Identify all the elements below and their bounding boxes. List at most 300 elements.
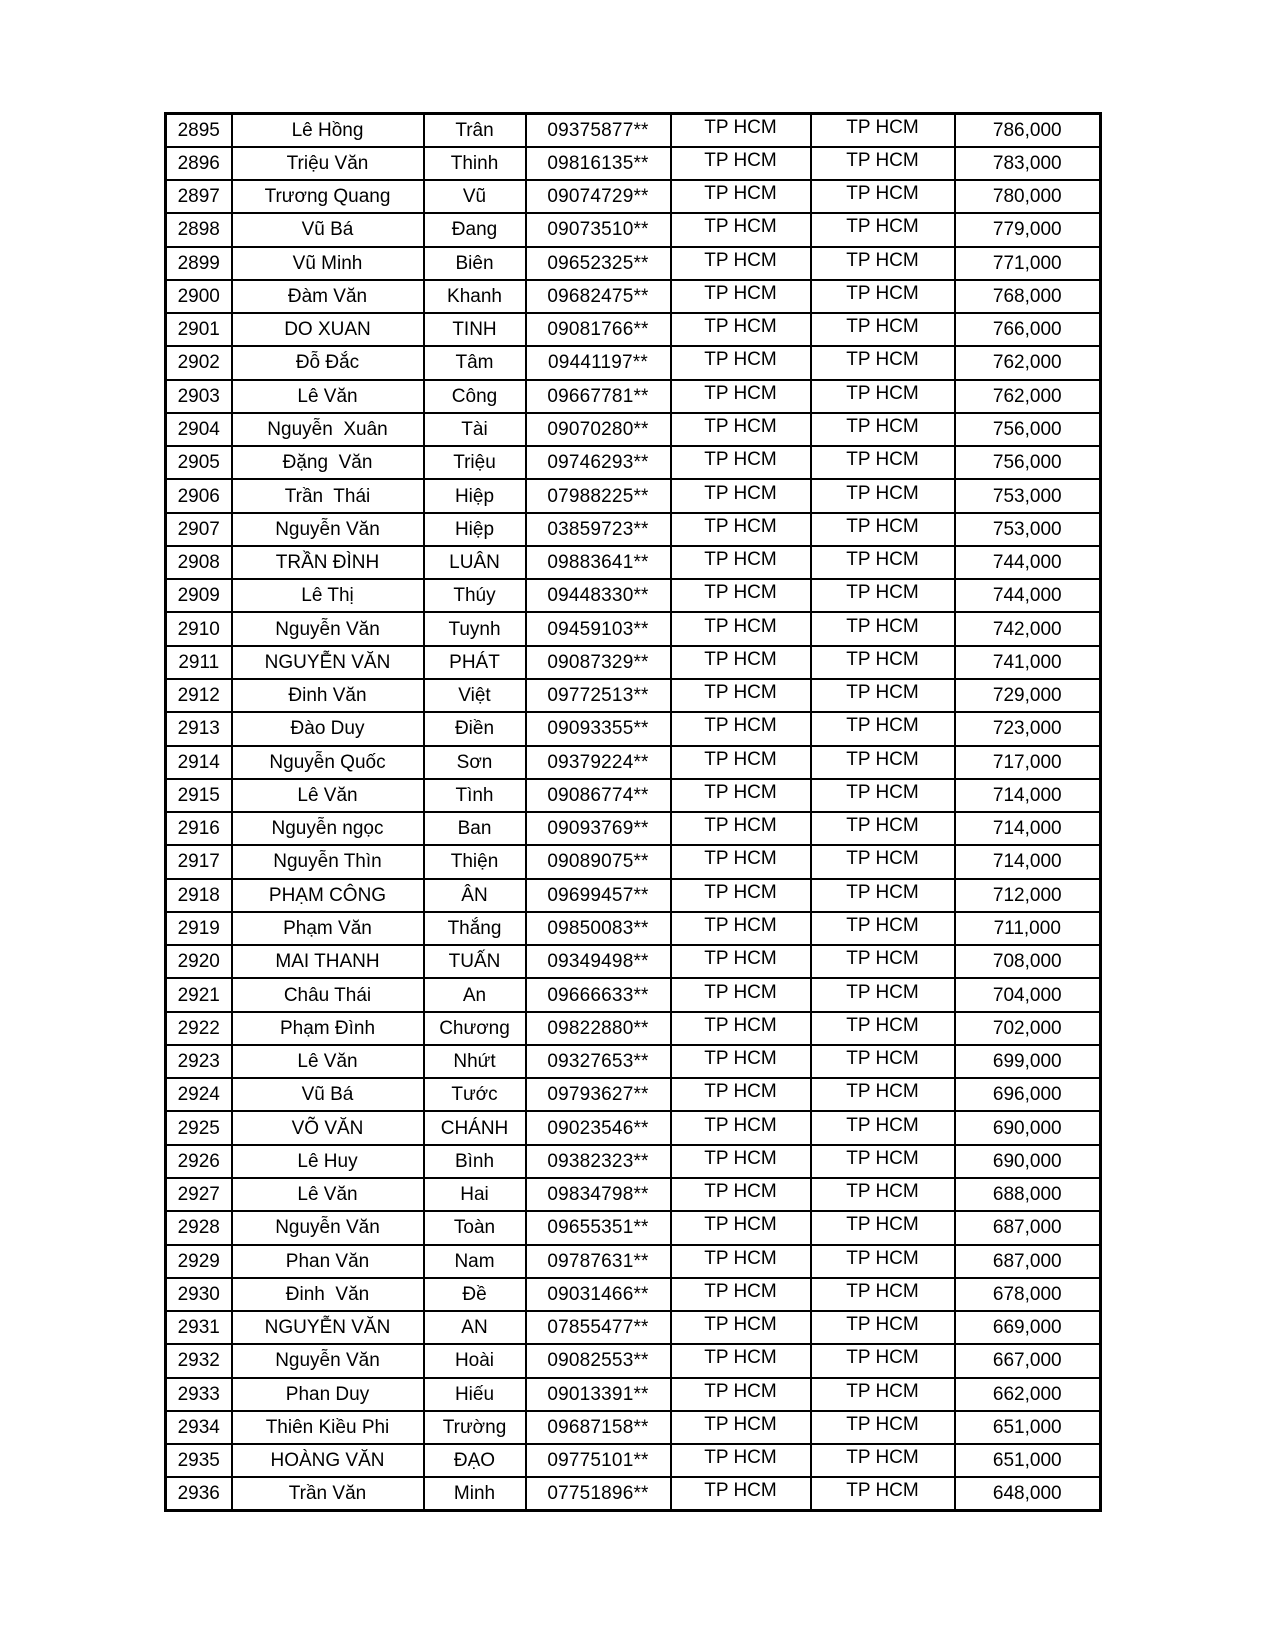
cell-first-name: NGUYỄN VĂN: [232, 646, 424, 679]
cell-first-name: Trần Văn: [232, 1477, 424, 1510]
cell-city-1: TP HCM: [671, 346, 811, 379]
cell-phone-number: 09459103**: [526, 612, 671, 645]
cell-last-name: ÂN: [424, 879, 526, 912]
cell-phone-number: 09667781**: [526, 380, 671, 413]
cell-city-1: TP HCM: [671, 1311, 811, 1344]
cell-last-name: Tài: [424, 413, 526, 446]
cell-phone-number: 09081766**: [526, 313, 671, 346]
table-row: [166, 646, 1101, 679]
cell-phone-number: 09089075**: [526, 845, 671, 878]
cell-phone-number: 09013391**: [526, 1378, 671, 1411]
cell-city-1: TP HCM: [671, 1012, 811, 1045]
cell-amount: 651,000: [955, 1411, 1101, 1444]
cell-city-1: TP HCM: [671, 147, 811, 180]
cell-row-number: 2897: [166, 180, 232, 213]
cell-last-name: CHÁNH: [424, 1111, 526, 1144]
cell-amount: 762,000: [955, 346, 1101, 379]
cell-amount: 768,000: [955, 280, 1101, 313]
cell-last-name: Toàn: [424, 1211, 526, 1244]
cell-city-2: TP HCM: [811, 1178, 955, 1211]
cell-phone-number: 09349498**: [526, 945, 671, 978]
cell-amount: 699,000: [955, 1045, 1101, 1078]
cell-row-number: 2936: [166, 1477, 232, 1510]
cell-city-1: TP HCM: [671, 978, 811, 1011]
cell-amount: 756,000: [955, 413, 1101, 446]
table-row: [166, 712, 1101, 745]
cell-city-2: TP HCM: [811, 413, 955, 446]
table-row: [166, 513, 1101, 546]
table-row: [166, 845, 1101, 878]
cell-last-name: Hai: [424, 1178, 526, 1211]
cell-phone-number: 09023546**: [526, 1111, 671, 1144]
cell-row-number: 2912: [166, 679, 232, 712]
cell-row-number: 2932: [166, 1344, 232, 1377]
cell-first-name: Thiên Kiều Phi: [232, 1411, 424, 1444]
cell-row-number: 2913: [166, 712, 232, 745]
cell-last-name: Hiếu: [424, 1378, 526, 1411]
table-row: [166, 1211, 1101, 1244]
cell-city-2: TP HCM: [811, 1045, 955, 1078]
cell-city-1: TP HCM: [671, 1111, 811, 1144]
cell-phone-number: 09070280**: [526, 413, 671, 446]
cell-last-name: Hiệp: [424, 513, 526, 546]
cell-phone-number: 09699457**: [526, 879, 671, 912]
cell-amount: 744,000: [955, 546, 1101, 579]
cell-first-name: Nguyễn Thìn: [232, 845, 424, 878]
cell-last-name: Nhứt: [424, 1045, 526, 1078]
cell-phone-number: 09652325**: [526, 247, 671, 280]
cell-first-name: Vũ Bá: [232, 213, 424, 246]
cell-amount: 662,000: [955, 1378, 1101, 1411]
cell-city-1: TP HCM: [671, 479, 811, 512]
cell-phone-number: 09787631**: [526, 1245, 671, 1278]
cell-first-name: Đinh Văn: [232, 1278, 424, 1311]
cell-first-name: VÕ VĂN: [232, 1111, 424, 1144]
table-row: [166, 1378, 1101, 1411]
cell-city-1: TP HCM: [671, 1278, 811, 1311]
table-row: [166, 612, 1101, 645]
cell-phone-number: 09883641**: [526, 546, 671, 579]
cell-city-1: TP HCM: [671, 845, 811, 878]
cell-city-2: TP HCM: [811, 746, 955, 779]
cell-phone-number: 07988225**: [526, 479, 671, 512]
cell-first-name: Đặng Văn: [232, 446, 424, 479]
cell-last-name: Thinh: [424, 147, 526, 180]
cell-row-number: 2921: [166, 978, 232, 1011]
cell-phone-number: 09816135**: [526, 147, 671, 180]
cell-phone-number: 09082553**: [526, 1344, 671, 1377]
cell-city-2: TP HCM: [811, 346, 955, 379]
cell-row-number: 2917: [166, 845, 232, 878]
cell-city-1: TP HCM: [671, 945, 811, 978]
table-row: [166, 1111, 1101, 1144]
cell-city-1: TP HCM: [671, 247, 811, 280]
cell-phone-number: 09822880**: [526, 1012, 671, 1045]
cell-city-2: TP HCM: [811, 380, 955, 413]
cell-row-number: 2928: [166, 1211, 232, 1244]
table-row: [166, 945, 1101, 978]
table-row: [166, 579, 1101, 612]
cell-phone-number: 09031466**: [526, 1278, 671, 1311]
cell-row-number: 2925: [166, 1111, 232, 1144]
table-row: [166, 213, 1101, 246]
cell-city-2: TP HCM: [811, 1145, 955, 1178]
cell-city-1: TP HCM: [671, 646, 811, 679]
cell-city-2: TP HCM: [811, 280, 955, 313]
cell-first-name: MAI THANH: [232, 945, 424, 978]
cell-last-name: Triệu: [424, 446, 526, 479]
cell-first-name: Đào Duy: [232, 712, 424, 745]
cell-first-name: Đàm Văn: [232, 280, 424, 313]
cell-last-name: PHÁT: [424, 646, 526, 679]
cell-city-1: TP HCM: [671, 546, 811, 579]
cell-phone-number: 09086774**: [526, 779, 671, 812]
cell-phone-number: 09375877**: [526, 114, 671, 147]
cell-last-name: Thiện: [424, 845, 526, 878]
cell-phone-number: 09687158**: [526, 1411, 671, 1444]
cell-city-1: TP HCM: [671, 380, 811, 413]
cell-city-2: TP HCM: [811, 546, 955, 579]
cell-city-2: TP HCM: [811, 712, 955, 745]
cell-amount: 648,000: [955, 1477, 1101, 1510]
cell-phone-number: 03859723**: [526, 513, 671, 546]
cell-amount: 687,000: [955, 1211, 1101, 1244]
table-row: [166, 746, 1101, 779]
cell-first-name: Trần Thái: [232, 479, 424, 512]
cell-row-number: 2923: [166, 1045, 232, 1078]
cell-city-1: TP HCM: [671, 1145, 811, 1178]
cell-city-1: TP HCM: [671, 912, 811, 945]
cell-phone-number: 09074729**: [526, 180, 671, 213]
table-row: [166, 812, 1101, 845]
table-row: [166, 1311, 1101, 1344]
cell-amount: 783,000: [955, 147, 1101, 180]
cell-phone-number: 09441197**: [526, 346, 671, 379]
cell-city-1: TP HCM: [671, 313, 811, 346]
cell-phone-number: 09379224**: [526, 746, 671, 779]
cell-last-name: Vũ: [424, 180, 526, 213]
cell-phone-number: 09093355**: [526, 712, 671, 745]
cell-city-1: TP HCM: [671, 1344, 811, 1377]
cell-first-name: Phạm Văn: [232, 912, 424, 945]
cell-row-number: 2924: [166, 1078, 232, 1111]
cell-row-number: 2904: [166, 413, 232, 446]
table-row: [166, 1344, 1101, 1377]
cell-last-name: Khanh: [424, 280, 526, 313]
cell-row-number: 2901: [166, 313, 232, 346]
table-row: [166, 147, 1101, 180]
cell-phone-number: 09448330**: [526, 579, 671, 612]
cell-row-number: 2903: [166, 380, 232, 413]
cell-city-2: TP HCM: [811, 1411, 955, 1444]
cell-city-2: TP HCM: [811, 1444, 955, 1477]
cell-row-number: 2906: [166, 479, 232, 512]
cell-amount: 786,000: [955, 114, 1101, 147]
cell-city-2: TP HCM: [811, 1012, 955, 1045]
cell-last-name: TINH: [424, 313, 526, 346]
table-row: [166, 1178, 1101, 1211]
table-row: [166, 1145, 1101, 1178]
table-row: [166, 247, 1101, 280]
cell-row-number: 2918: [166, 879, 232, 912]
cell-city-1: TP HCM: [671, 213, 811, 246]
cell-first-name: Vũ Bá: [232, 1078, 424, 1111]
cell-row-number: 2934: [166, 1411, 232, 1444]
cell-first-name: Nguyễn Xuân: [232, 413, 424, 446]
cell-amount: 711,000: [955, 912, 1101, 945]
cell-amount: 712,000: [955, 879, 1101, 912]
cell-city-2: TP HCM: [811, 779, 955, 812]
table-row: [166, 912, 1101, 945]
cell-phone-number: 09772513**: [526, 679, 671, 712]
cell-amount: 756,000: [955, 446, 1101, 479]
table-row: [166, 413, 1101, 446]
cell-city-1: TP HCM: [671, 1045, 811, 1078]
cell-city-2: TP HCM: [811, 679, 955, 712]
cell-amount: 779,000: [955, 213, 1101, 246]
cell-last-name: Hiệp: [424, 479, 526, 512]
cell-city-1: TP HCM: [671, 679, 811, 712]
table-row: [166, 679, 1101, 712]
cell-amount: 696,000: [955, 1078, 1101, 1111]
cell-city-2: TP HCM: [811, 479, 955, 512]
cell-amount: 753,000: [955, 479, 1101, 512]
cell-city-1: TP HCM: [671, 1477, 811, 1510]
cell-amount: 669,000: [955, 1311, 1101, 1344]
cell-city-1: TP HCM: [671, 1211, 811, 1244]
cell-city-2: TP HCM: [811, 579, 955, 612]
cell-amount: 688,000: [955, 1178, 1101, 1211]
cell-last-name: Việt: [424, 679, 526, 712]
cell-first-name: Phạm Đình: [232, 1012, 424, 1045]
cell-city-1: TP HCM: [671, 1245, 811, 1278]
cell-row-number: 2935: [166, 1444, 232, 1477]
table-row: [166, 479, 1101, 512]
cell-city-2: TP HCM: [811, 1378, 955, 1411]
cell-amount: 780,000: [955, 180, 1101, 213]
table-row: [166, 1278, 1101, 1311]
cell-first-name: Nguyễn Văn: [232, 1211, 424, 1244]
cell-first-name: Châu Thái: [232, 978, 424, 1011]
cell-city-1: TP HCM: [671, 446, 811, 479]
cell-row-number: 2896: [166, 147, 232, 180]
table-row: [166, 879, 1101, 912]
cell-last-name: Trân: [424, 114, 526, 147]
cell-first-name: Nguyễn ngọc: [232, 812, 424, 845]
cell-amount: 714,000: [955, 812, 1101, 845]
cell-amount: 753,000: [955, 513, 1101, 546]
cell-city-2: TP HCM: [811, 1344, 955, 1377]
cell-last-name: Tình: [424, 779, 526, 812]
cell-first-name: Trương Quang: [232, 180, 424, 213]
cell-amount: 708,000: [955, 945, 1101, 978]
cell-city-1: TP HCM: [671, 513, 811, 546]
table-row: [166, 380, 1101, 413]
cell-city-1: TP HCM: [671, 1411, 811, 1444]
cell-row-number: 2905: [166, 446, 232, 479]
cell-last-name: Tâm: [424, 346, 526, 379]
cell-amount: 714,000: [955, 845, 1101, 878]
cell-city-1: TP HCM: [671, 746, 811, 779]
cell-amount: 678,000: [955, 1278, 1101, 1311]
cell-city-2: TP HCM: [811, 114, 955, 147]
table-row: [166, 1012, 1101, 1045]
cell-last-name: Biên: [424, 247, 526, 280]
cell-phone-number: 09666633**: [526, 978, 671, 1011]
cell-phone-number: 09327653**: [526, 1045, 671, 1078]
cell-phone-number: 09834798**: [526, 1178, 671, 1211]
cell-row-number: 2900: [166, 280, 232, 313]
table-row: [166, 1411, 1101, 1444]
table-row: [166, 280, 1101, 313]
cell-city-2: TP HCM: [811, 513, 955, 546]
cell-city-2: TP HCM: [811, 945, 955, 978]
cell-phone-number: 09073510**: [526, 213, 671, 246]
table-row: [166, 978, 1101, 1011]
table-row: [166, 346, 1101, 379]
cell-city-2: TP HCM: [811, 180, 955, 213]
cell-amount: 766,000: [955, 313, 1101, 346]
cell-city-1: TP HCM: [671, 1078, 811, 1111]
table-row: [166, 546, 1101, 579]
cell-amount: 744,000: [955, 579, 1101, 612]
cell-city-1: TP HCM: [671, 1178, 811, 1211]
cell-last-name: An: [424, 978, 526, 1011]
cell-amount: 690,000: [955, 1111, 1101, 1144]
donor-list-table: [164, 112, 1102, 1512]
cell-first-name: Triệu Văn: [232, 147, 424, 180]
cell-amount: 729,000: [955, 679, 1101, 712]
cell-first-name: Đỗ Đắc: [232, 346, 424, 379]
cell-last-name: Thắng: [424, 912, 526, 945]
table-row: [166, 313, 1101, 346]
cell-city-1: TP HCM: [671, 280, 811, 313]
table-row: [166, 1078, 1101, 1111]
cell-row-number: 2927: [166, 1178, 232, 1211]
table-row: [166, 1477, 1101, 1510]
cell-row-number: 2930: [166, 1278, 232, 1311]
cell-row-number: 2907: [166, 513, 232, 546]
cell-amount: 687,000: [955, 1245, 1101, 1278]
cell-first-name: Lê Văn: [232, 380, 424, 413]
cell-row-number: 2920: [166, 945, 232, 978]
cell-row-number: 2898: [166, 213, 232, 246]
cell-last-name: Công: [424, 380, 526, 413]
cell-city-1: TP HCM: [671, 1444, 811, 1477]
cell-first-name: Lê Văn: [232, 779, 424, 812]
cell-city-2: TP HCM: [811, 247, 955, 280]
cell-last-name: LUÂN: [424, 546, 526, 579]
cell-last-name: Điền: [424, 712, 526, 745]
cell-phone-number: 09087329**: [526, 646, 671, 679]
cell-row-number: 2926: [166, 1145, 232, 1178]
cell-amount: 690,000: [955, 1145, 1101, 1178]
cell-first-name: Phan Văn: [232, 1245, 424, 1278]
cell-city-2: TP HCM: [811, 1078, 955, 1111]
cell-row-number: 2895: [166, 114, 232, 147]
cell-amount: 667,000: [955, 1344, 1101, 1377]
cell-row-number: 2908: [166, 546, 232, 579]
cell-first-name: Lê Huy: [232, 1145, 424, 1178]
table-row: [166, 446, 1101, 479]
cell-phone-number: 09382323**: [526, 1145, 671, 1178]
cell-amount: 742,000: [955, 612, 1101, 645]
table-row: [166, 180, 1101, 213]
cell-city-2: TP HCM: [811, 1477, 955, 1510]
cell-row-number: 2915: [166, 779, 232, 812]
cell-first-name: Phan Duy: [232, 1378, 424, 1411]
cell-phone-number: 09746293**: [526, 446, 671, 479]
table-body: [166, 114, 1101, 1511]
cell-first-name: Lê Văn: [232, 1045, 424, 1078]
cell-phone-number: 09655351**: [526, 1211, 671, 1244]
cell-city-1: TP HCM: [671, 579, 811, 612]
cell-last-name: Đang: [424, 213, 526, 246]
cell-phone-number: 09093769**: [526, 812, 671, 845]
cell-last-name: Sơn: [424, 746, 526, 779]
cell-row-number: 2902: [166, 346, 232, 379]
cell-city-2: TP HCM: [811, 446, 955, 479]
cell-city-2: TP HCM: [811, 978, 955, 1011]
cell-last-name: Nam: [424, 1245, 526, 1278]
cell-city-2: TP HCM: [811, 1245, 955, 1278]
cell-first-name: NGUYỄN VĂN: [232, 1311, 424, 1344]
cell-row-number: 2909: [166, 579, 232, 612]
cell-city-1: TP HCM: [671, 612, 811, 645]
cell-phone-number: 07855477**: [526, 1311, 671, 1344]
cell-first-name: PHẠM CÔNG: [232, 879, 424, 912]
cell-city-2: TP HCM: [811, 646, 955, 679]
cell-last-name: Đề: [424, 1278, 526, 1311]
cell-last-name: Ban: [424, 812, 526, 845]
cell-last-name: Trường: [424, 1411, 526, 1444]
cell-city-2: TP HCM: [811, 1311, 955, 1344]
cell-last-name: Chương: [424, 1012, 526, 1045]
cell-city-2: TP HCM: [811, 313, 955, 346]
cell-city-2: TP HCM: [811, 812, 955, 845]
cell-last-name: Tước: [424, 1078, 526, 1111]
cell-last-name: ĐẠO: [424, 1444, 526, 1477]
cell-row-number: 2933: [166, 1378, 232, 1411]
cell-city-2: TP HCM: [811, 1211, 955, 1244]
cell-row-number: 2919: [166, 912, 232, 945]
cell-amount: 714,000: [955, 779, 1101, 812]
cell-row-number: 2916: [166, 812, 232, 845]
cell-row-number: 2911: [166, 646, 232, 679]
cell-city-2: TP HCM: [811, 612, 955, 645]
cell-first-name: Đinh Văn: [232, 679, 424, 712]
cell-last-name: AN: [424, 1311, 526, 1344]
table-row: [166, 1245, 1101, 1278]
cell-amount: 717,000: [955, 746, 1101, 779]
cell-city-2: TP HCM: [811, 1278, 955, 1311]
cell-city-1: TP HCM: [671, 1378, 811, 1411]
cell-phone-number: 09793627**: [526, 1078, 671, 1111]
cell-phone-number: 07751896**: [526, 1477, 671, 1510]
cell-last-name: Bình: [424, 1145, 526, 1178]
cell-city-1: TP HCM: [671, 413, 811, 446]
cell-row-number: 2914: [166, 746, 232, 779]
cell-city-1: TP HCM: [671, 114, 811, 147]
cell-city-2: TP HCM: [811, 879, 955, 912]
cell-first-name: TRẦN ĐÌNH: [232, 546, 424, 579]
cell-amount: 762,000: [955, 380, 1101, 413]
cell-city-2: TP HCM: [811, 1111, 955, 1144]
cell-phone-number: 09682475**: [526, 280, 671, 313]
cell-city-1: TP HCM: [671, 779, 811, 812]
table-row: [166, 779, 1101, 812]
table-row: [166, 114, 1101, 147]
